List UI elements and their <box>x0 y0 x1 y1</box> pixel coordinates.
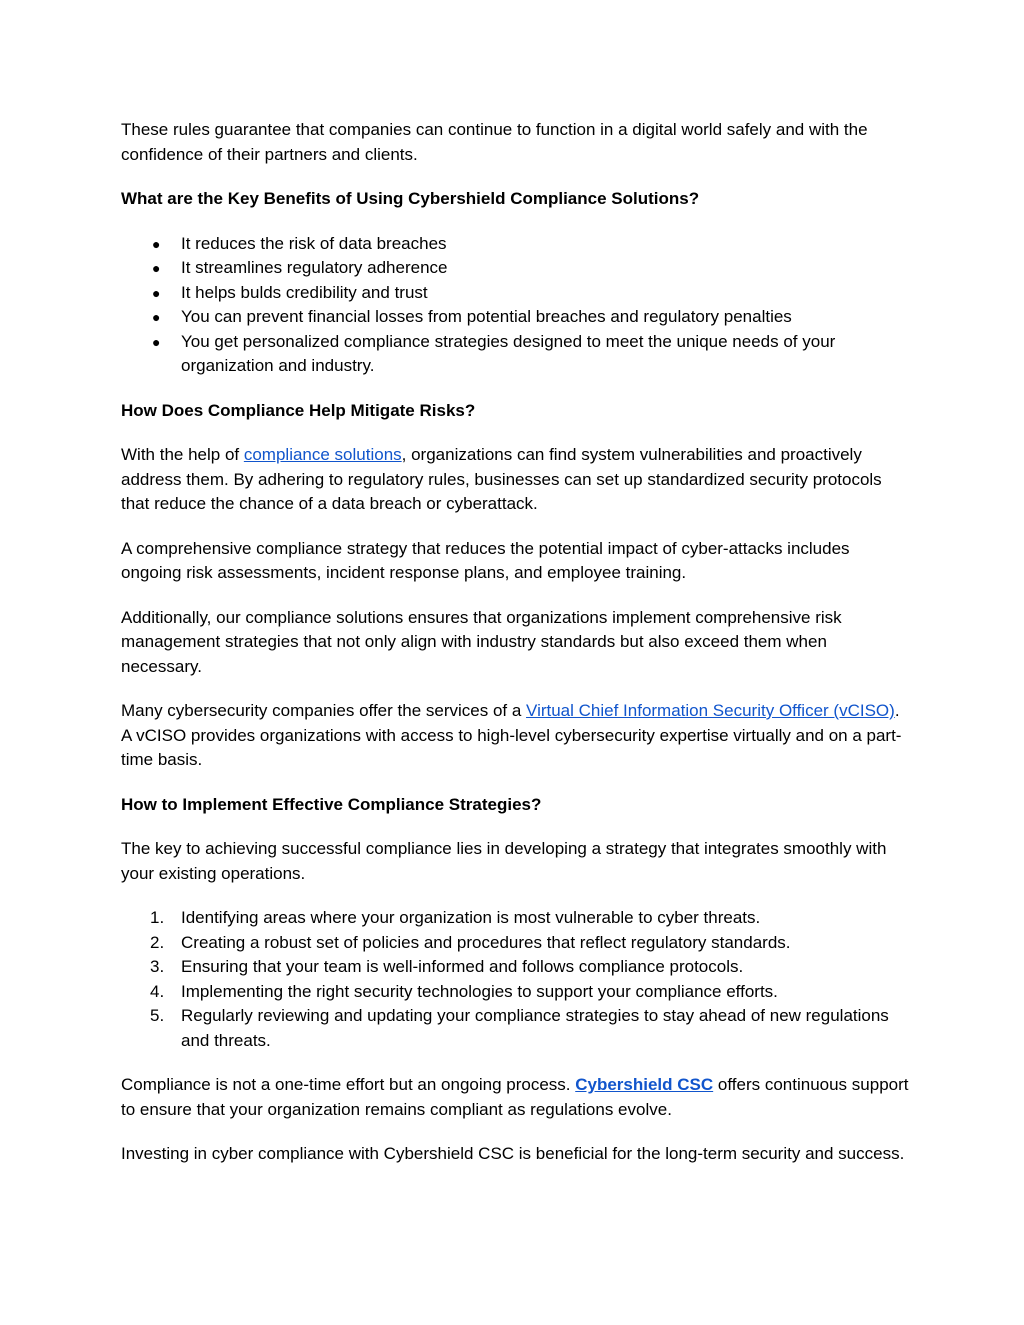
compliance-solutions-link[interactable]: compliance solutions <box>243 445 402 464</box>
text-span: offers continuous support to ensure that your organization remains compliant as regulations evolve. <box>121 1075 909 1119</box>
document-page <box>121 118 911 1187</box>
list-item-text: It streamlines regulatory adherence <box>181 258 448 277</box>
implement-paragraph-3: Investing in cyber compliance with Cybershield CSC is beneficial for the long-term security and success. <box>121 1144 905 1163</box>
bullet-marker: ● <box>152 260 161 276</box>
intro-paragraph: These rules guarantee that companies can continue to function in a digital world safely and with the confidence of their partners and clients. <box>121 120 868 164</box>
step-number: 4. <box>150 981 165 1001</box>
text-span: Compliance is not a one-time effort but an ongoing process. <box>121 1075 576 1094</box>
list-item <box>121 330 911 379</box>
bullet-marker: ● <box>152 333 161 350</box>
mitigate-paragraph-3: Additionally, our compliance solutions ensures that organizations implement comprehensive risk management strategies that not only align with industry standards but also exceed them when necessary. <box>121 607 842 676</box>
benefits-heading: What are the Key Benefits of Using Cybershield Compliance Solutions? <box>121 189 700 208</box>
mitigate-paragraph-4 <box>121 699 911 773</box>
list-item <box>121 305 911 330</box>
text-span: With the help of <box>121 445 244 464</box>
list-item <box>121 232 911 257</box>
mitigate-paragraph-1 <box>121 443 911 517</box>
mitigate-heading: How Does Compliance Help Mitigate Risks? <box>121 400 476 420</box>
list-item <box>121 281 911 306</box>
list-item-text: You can prevent financial losses from potential breaches and regulatory penalties <box>181 307 792 326</box>
list-item <box>121 1004 911 1053</box>
implement-paragraph-2 <box>121 1073 911 1122</box>
bullet-marker: ● <box>152 284 161 301</box>
implement-paragraph-1: The key to achieving successful compliance lies in developing a strategy that integrates smoothly with your existing operations. <box>121 839 887 883</box>
list-item-text: You get personalized compliance strategies designed to meet the unique needs of your organization and industry. <box>181 331 836 375</box>
vciso-link[interactable]: Virtual Chief Information Security Officer (vCISO) <box>526 701 895 720</box>
list-item-text: Ensuring that your team is well-informed and follows compliance protocols. <box>181 957 744 976</box>
steps-list <box>121 906 911 1053</box>
step-number: 3. <box>150 957 165 976</box>
list-item-text: Identifying areas where your organization is most vulnerable to cyber threats. <box>181 908 761 927</box>
list-item <box>121 931 911 956</box>
step-number: 5. <box>150 1006 165 1025</box>
implement-heading: How to Implement Effective Compliance Strategies? <box>121 794 542 814</box>
text-span: . A vCISO provides organizations with access to high-level cybersecurity expertise virtually and on a part-time basis. <box>121 701 902 769</box>
text-span: Many cybersecurity companies offer the services of a <box>121 701 527 720</box>
list-item <box>121 955 911 980</box>
step-number: 1. <box>150 908 165 927</box>
list-item <box>121 906 911 931</box>
list-item-text: Regularly reviewing and updating your compliance strategies to stay ahead of new regulations and threats. <box>181 1006 889 1050</box>
list-item-text: Implementing the right security technologies to support your compliance efforts. <box>181 981 778 1001</box>
list-item-text: Creating a robust set of policies and procedures that reflect regulatory standards. <box>181 932 791 952</box>
cybershield-csc-link[interactable]: Cybershield CSC <box>575 1075 714 1094</box>
bullet-marker: ● <box>152 235 161 252</box>
list-item-text: It helps bulds credibility and trust <box>181 282 428 302</box>
text-span: , organizations can find system vulnerabilities and proactively address them. By adhering to regulatory rules, businesses can set up standardized security protocols that reduce the chance of a data breach or cyberattack. <box>121 445 882 513</box>
step-number: 2. <box>150 932 165 952</box>
list-item-text: It reduces the risk of data breaches <box>181 233 447 253</box>
list-item <box>121 980 911 1005</box>
list-item <box>121 256 911 281</box>
benefits-list <box>121 232 911 379</box>
bullet-marker: ● <box>152 309 161 325</box>
mitigate-paragraph-2: A comprehensive compliance strategy that reduces the potential impact of cyber-attacks includes ongoing risk assessments, incident response plans, and employee training. <box>121 538 850 582</box>
